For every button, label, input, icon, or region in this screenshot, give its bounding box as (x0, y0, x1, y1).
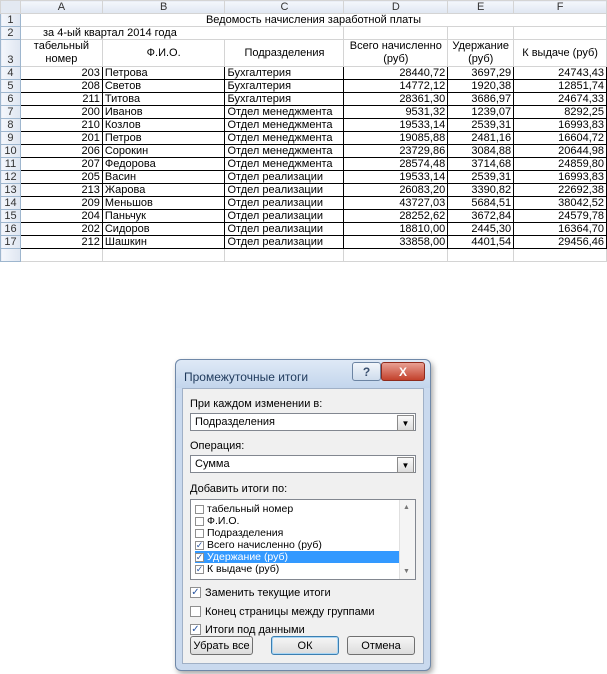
cell-total[interactable]: 28440,72 (344, 67, 448, 80)
list-item-label: Всего начисленно (руб) (207, 539, 322, 551)
cell-hold[interactable]: 2445,30 (448, 223, 514, 236)
row-header[interactable]: 3 (1, 40, 21, 67)
list-item-label: Подразделения (207, 527, 284, 539)
option-0[interactable] (190, 586, 331, 599)
operation-value: Сумма (195, 458, 230, 470)
table-row (1, 158, 607, 171)
select-all-corner[interactable] (1, 1, 21, 14)
cell-dept[interactable]: Отдел реализации (225, 184, 344, 197)
totals-fields-list[interactable] (190, 499, 416, 580)
cell-hold[interactable]: 3714,68 (448, 158, 514, 171)
cell-hold[interactable]: 2539,31 (448, 171, 514, 184)
cell-num[interactable]: 202 (20, 223, 102, 236)
cell[interactable] (344, 27, 448, 40)
table-row (1, 236, 607, 249)
column-header-c[interactable]: C (225, 1, 344, 14)
cell-num[interactable]: 210 (20, 119, 102, 132)
cell-pay[interactable]: 8292,25 (514, 106, 607, 119)
cell-total[interactable]: 23729,86 (344, 145, 448, 158)
checkbox[interactable] (195, 505, 204, 514)
cell-num[interactable]: 211 (20, 93, 102, 106)
add-totals-label: Добавить итоги по: (190, 483, 288, 495)
table-row (1, 132, 607, 145)
cell-pay[interactable]: 24859,80 (514, 158, 607, 171)
checkbox[interactable]: ✓ (191, 624, 200, 635)
sheet-row-title (1, 14, 607, 27)
option-2[interactable] (190, 623, 305, 636)
cell-pay[interactable]: 24743,43 (514, 67, 607, 80)
checkbox[interactable]: ✓ (195, 551, 204, 562)
option-label: Заменить текущие итоги (205, 586, 331, 599)
cell-dept[interactable]: Отдел реализации (225, 236, 344, 249)
cell-pay[interactable]: 16993,83 (514, 171, 607, 184)
list-item-label: табельный номер (207, 503, 294, 515)
cell-total[interactable]: 18810,00 (344, 223, 448, 236)
cell-num[interactable]: 212 (20, 236, 102, 249)
cell-pay[interactable]: 38042,52 (514, 197, 607, 210)
table-row (1, 197, 607, 210)
sheet-row-partial (1, 249, 607, 262)
cell-num[interactable]: 200 (20, 106, 102, 119)
cell[interactable] (448, 27, 514, 40)
cell-fio[interactable]: Сидоров (102, 223, 225, 236)
cell-num[interactable]: 207 (20, 158, 102, 171)
cell-num[interactable]: 206 (20, 145, 102, 158)
cell-dept[interactable]: Отдел менеджмента (225, 106, 344, 119)
column-header-e[interactable]: E (448, 1, 514, 14)
cell-pay[interactable]: 20644,98 (514, 145, 607, 158)
row-header[interactable]: 13 (1, 184, 21, 197)
cell-dept[interactable]: Бухгалтерия (225, 93, 344, 106)
change-field-combo[interactable] (190, 413, 416, 431)
row-header[interactable]: 17 (1, 236, 21, 249)
cell-total[interactable]: 33858,00 (344, 236, 448, 249)
scroll-up-icon[interactable]: ▲ (403, 504, 410, 511)
list-scrollbar[interactable] (399, 500, 415, 579)
option-label: Конец страницы между группами (205, 605, 375, 618)
checkbox[interactable]: ✓ (191, 587, 200, 598)
header-cell-hold[interactable]: Удержание (руб) (448, 40, 514, 67)
cell-hold[interactable]: 3672,84 (448, 210, 514, 223)
cell-total[interactable]: 28361,30 (344, 93, 448, 106)
cell[interactable] (514, 27, 607, 40)
row-header[interactable]: 5 (1, 80, 21, 93)
cell-dept[interactable]: Отдел реализации (225, 197, 344, 210)
cell-hold[interactable]: 2481,16 (448, 132, 514, 145)
cell-hold[interactable]: 3084,88 (448, 145, 514, 158)
header-cell-total[interactable]: Всего начисленно (руб) (344, 40, 448, 67)
list-item[interactable] (195, 551, 399, 563)
checkbox[interactable]: ✓ (195, 539, 204, 550)
cell-total[interactable]: 43727,03 (344, 197, 448, 210)
list-item-label: Ф.И.О. (207, 515, 240, 527)
cell-pay[interactable]: 12851,74 (514, 80, 607, 93)
row-header[interactable]: 11 (1, 158, 21, 171)
list-item-label: К выдаче (руб) (207, 563, 280, 575)
cell-num[interactable]: 204 (20, 210, 102, 223)
cell-hold[interactable]: 2539,31 (448, 119, 514, 132)
cell-total[interactable]: 28252,62 (344, 210, 448, 223)
cell-fio[interactable]: Петров (102, 132, 225, 145)
help-icon: ? (362, 364, 371, 379)
row-header[interactable]: 15 (1, 210, 21, 223)
cell-pay[interactable]: 24579,78 (514, 210, 607, 223)
option-label: Итоги под данными (205, 623, 305, 636)
dialog-body (182, 388, 424, 664)
cell-total[interactable]: 26083,20 (344, 184, 448, 197)
cell-fio[interactable]: Жарова (102, 184, 225, 197)
scroll-down-icon[interactable]: ▼ (403, 568, 410, 575)
help-button[interactable] (352, 362, 381, 381)
cell-dept[interactable]: Бухгалтерия (225, 67, 344, 80)
subtotals-dialog (175, 359, 431, 671)
checkbox[interactable]: ✓ (195, 563, 204, 574)
cell-total[interactable]: 28574,48 (344, 158, 448, 171)
checkbox[interactable] (195, 517, 204, 526)
remove-all-button[interactable]: Убрать все (190, 636, 253, 655)
cell-num[interactable]: 201 (20, 132, 102, 145)
column-header-f[interactable]: F (514, 1, 607, 14)
cell[interactable] (102, 249, 225, 262)
dialog-titlebar[interactable] (176, 360, 430, 388)
list-item[interactable] (195, 539, 399, 551)
cell[interactable] (514, 249, 607, 262)
cell-dept[interactable]: Отдел менеджмента (225, 132, 344, 145)
cell-num[interactable]: 203 (20, 67, 102, 80)
cell-fio[interactable]: Козлов (102, 119, 225, 132)
cell-pay[interactable]: 16604,72 (514, 132, 607, 145)
column-header-a[interactable]: A (20, 1, 102, 14)
cell-dept[interactable]: Отдел менеджмента (225, 145, 344, 158)
cell-pay[interactable]: 16993,83 (514, 119, 607, 132)
cell-dept[interactable]: Отдел реализации (225, 210, 344, 223)
header-cell-dept[interactable]: Подразделения (225, 40, 344, 67)
column-header-b[interactable]: B (102, 1, 225, 14)
cell-fio[interactable]: Федорова (102, 158, 225, 171)
table-row (1, 210, 607, 223)
cell-hold[interactable]: 3697,29 (448, 67, 514, 80)
cell-fio[interactable]: Меньшов (102, 197, 225, 210)
operation-combo[interactable] (190, 455, 416, 473)
row-header[interactable] (1, 249, 21, 262)
dialog-title: Промежуточные итоги (184, 370, 309, 384)
table-row (1, 67, 607, 80)
row-header[interactable]: 14 (1, 197, 21, 210)
list-item[interactable] (195, 515, 399, 527)
change-field-value: Подразделения (195, 416, 275, 428)
table-row (1, 106, 607, 119)
cell-fio[interactable]: Светов (102, 80, 225, 93)
row-header[interactable]: 6 (1, 93, 21, 106)
cell-fio[interactable]: Сорокин (102, 145, 225, 158)
cell-pay[interactable]: 24674,33 (514, 93, 607, 106)
cell-total[interactable]: 19533,14 (344, 171, 448, 184)
row-header[interactable]: 4 (1, 67, 21, 80)
sheet-data-rows (1, 67, 607, 249)
chevron-down-icon[interactable]: ▼ (397, 457, 414, 473)
cell-hold[interactable]: 4401,54 (448, 236, 514, 249)
cell-fio[interactable]: Шашкин (102, 236, 225, 249)
close-button[interactable] (381, 362, 425, 381)
cell-num[interactable]: 205 (20, 171, 102, 184)
option-1[interactable] (190, 605, 374, 618)
sheet-grid (0, 0, 607, 262)
sheet-row-subtitle (1, 27, 607, 40)
cell-dept[interactable]: Отдел реализации (225, 223, 344, 236)
cell-pay[interactable]: 16364,70 (514, 223, 607, 236)
cell-hold[interactable]: 3390,82 (448, 184, 514, 197)
row-header[interactable]: 12 (1, 171, 21, 184)
cell-pay[interactable]: 22692,38 (514, 184, 607, 197)
cell-pay[interactable]: 29456,46 (514, 236, 607, 249)
cell-hold[interactable]: 1239,07 (448, 106, 514, 119)
header-cell-num[interactable]: табельный номер (20, 40, 102, 67)
cell-dept[interactable]: Отдел менеджмента (225, 158, 344, 171)
cell-total[interactable]: 19085,88 (344, 132, 448, 145)
cancel-button[interactable]: Отмена (347, 636, 415, 655)
list-item[interactable] (195, 503, 399, 515)
row-header[interactable]: 10 (1, 145, 21, 158)
cell[interactable] (344, 249, 448, 262)
checkbox[interactable] (190, 606, 201, 617)
row-header[interactable]: 16 (1, 223, 21, 236)
checkbox[interactable] (195, 529, 204, 538)
cell-fio[interactable]: Иванов (102, 106, 225, 119)
close-icon: X (398, 364, 407, 379)
cell-total[interactable]: 9531,32 (344, 106, 448, 119)
cell-dept[interactable]: Отдел менеджмента (225, 119, 344, 132)
row-header[interactable]: 7 (1, 106, 21, 119)
operation-label: Операция: (190, 440, 245, 452)
cell[interactable] (448, 249, 514, 262)
header-cell-fio[interactable]: Ф.И.О. (102, 40, 225, 67)
cell-num[interactable]: 213 (20, 184, 102, 197)
table-row (1, 184, 607, 197)
list-item[interactable] (195, 563, 399, 575)
cell-hold[interactable]: 5684,51 (448, 197, 514, 210)
row-header[interactable]: 1 (1, 14, 21, 27)
header-cell-pay[interactable]: К выдаче (руб) (514, 40, 607, 67)
cell[interactable] (225, 249, 344, 262)
sheet-header-row (1, 40, 607, 67)
cell-dept[interactable]: Отдел реализации (225, 171, 344, 184)
cell-total[interactable]: 19533,14 (344, 119, 448, 132)
column-header-d[interactable]: D (344, 1, 448, 14)
row-header[interactable]: 8 (1, 119, 21, 132)
table-row (1, 119, 607, 132)
row-header[interactable]: 9 (1, 132, 21, 145)
chevron-down-icon[interactable]: ▼ (397, 415, 414, 431)
change-label: При каждом изменении в: (190, 398, 323, 410)
table-row (1, 223, 607, 236)
ok-button[interactable]: ОК (271, 636, 339, 655)
sheet-title-cell[interactable]: Ведомость начисления заработной платы (20, 14, 606, 27)
row-header[interactable]: 2 (1, 27, 21, 40)
column-header-row (1, 1, 607, 14)
cell-fio[interactable]: Петрова (102, 67, 225, 80)
cell-hold[interactable]: 1920,38 (448, 80, 514, 93)
cell[interactable] (20, 249, 102, 262)
cell-total[interactable]: 14772,12 (344, 80, 448, 93)
cell-num[interactable]: 209 (20, 197, 102, 210)
cell-dept[interactable]: Бухгалтерия (225, 80, 344, 93)
list-item-label: Удержание (руб) (207, 551, 289, 563)
cell-fio[interactable]: Титова (102, 93, 225, 106)
cell-fio[interactable]: Паньчук (102, 210, 225, 223)
table-row (1, 93, 607, 106)
cell-fio[interactable]: Васин (102, 171, 225, 184)
sheet-subtitle-cell[interactable]: за 4-ый квартал 2014 года (20, 27, 343, 40)
list-item[interactable] (195, 527, 399, 539)
cell-hold[interactable]: 3686,97 (448, 93, 514, 106)
cell-num[interactable]: 208 (20, 80, 102, 93)
table-row (1, 171, 607, 184)
table-row (1, 145, 607, 158)
table-row (1, 80, 607, 93)
